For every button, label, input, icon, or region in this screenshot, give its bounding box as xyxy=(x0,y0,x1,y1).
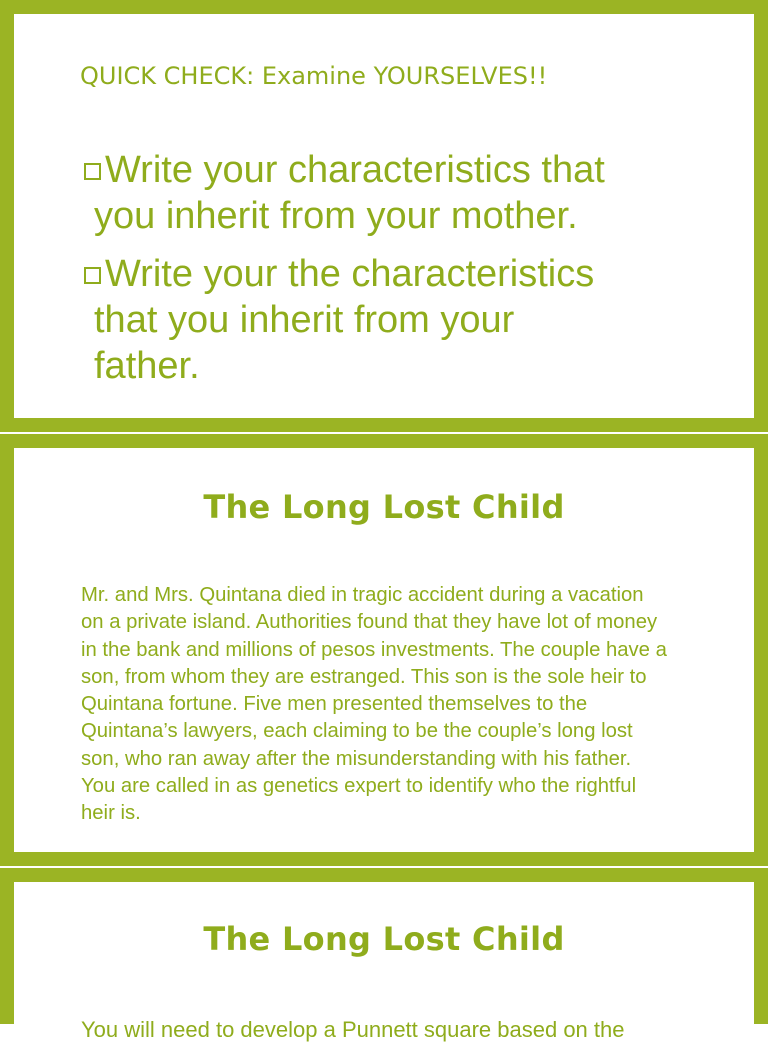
slide-content-area xyxy=(14,14,754,418)
bullet-line: you inherit from your mother. xyxy=(94,195,578,237)
checkbox-bullet-icon xyxy=(84,163,101,180)
story-line: Quintana’s lawyers, each claiming to be the couple’s long lost xyxy=(81,720,633,743)
story-line: son, who ran away after the misunderstanding with his father. xyxy=(81,747,632,770)
story-line: in the bank and millions of pesos investments. The couple have a xyxy=(81,638,667,661)
bullet-line: Write your characteristics that xyxy=(105,149,605,191)
story-line: Mr. and Mrs. Quintana died in tragic accident during a vacation xyxy=(81,584,644,606)
slide-title: The Long Lost Child xyxy=(203,488,565,526)
story-line: on a private island. Authorities found that they have lot of money xyxy=(81,611,658,634)
bullet-father xyxy=(82,251,594,389)
story-line: You are called in as genetics expert to identify who the rightful xyxy=(81,775,637,798)
story-line: son, from whom they are estranged. This son is the sole heir to xyxy=(81,665,647,688)
quick-check-title: QUICK CHECK: Examine YOURSELVES!! xyxy=(80,62,548,90)
story-line: Quintana fortune. Five men presented themselves to the xyxy=(81,693,588,716)
slide-long-lost-child-story xyxy=(0,434,768,866)
checkbox-bullet-icon xyxy=(84,267,101,284)
story-line: heir is. xyxy=(81,802,141,825)
bullet-line: father. xyxy=(94,345,200,387)
slide-content-area xyxy=(14,448,754,852)
bullet-line: Write your the characteristics xyxy=(105,253,595,295)
slide-title: The Long Lost Child xyxy=(203,920,565,958)
task-paragraph: You will need to develop a Punnett square based on the xyxy=(81,1017,625,1042)
bullet-mother xyxy=(82,147,605,239)
slide-long-lost-child-task xyxy=(0,868,768,1042)
bullet-line: that you inherit from your xyxy=(94,299,515,341)
slide-quick-check xyxy=(0,0,768,432)
slide-content-area xyxy=(14,882,754,1044)
story-paragraph xyxy=(81,582,701,828)
